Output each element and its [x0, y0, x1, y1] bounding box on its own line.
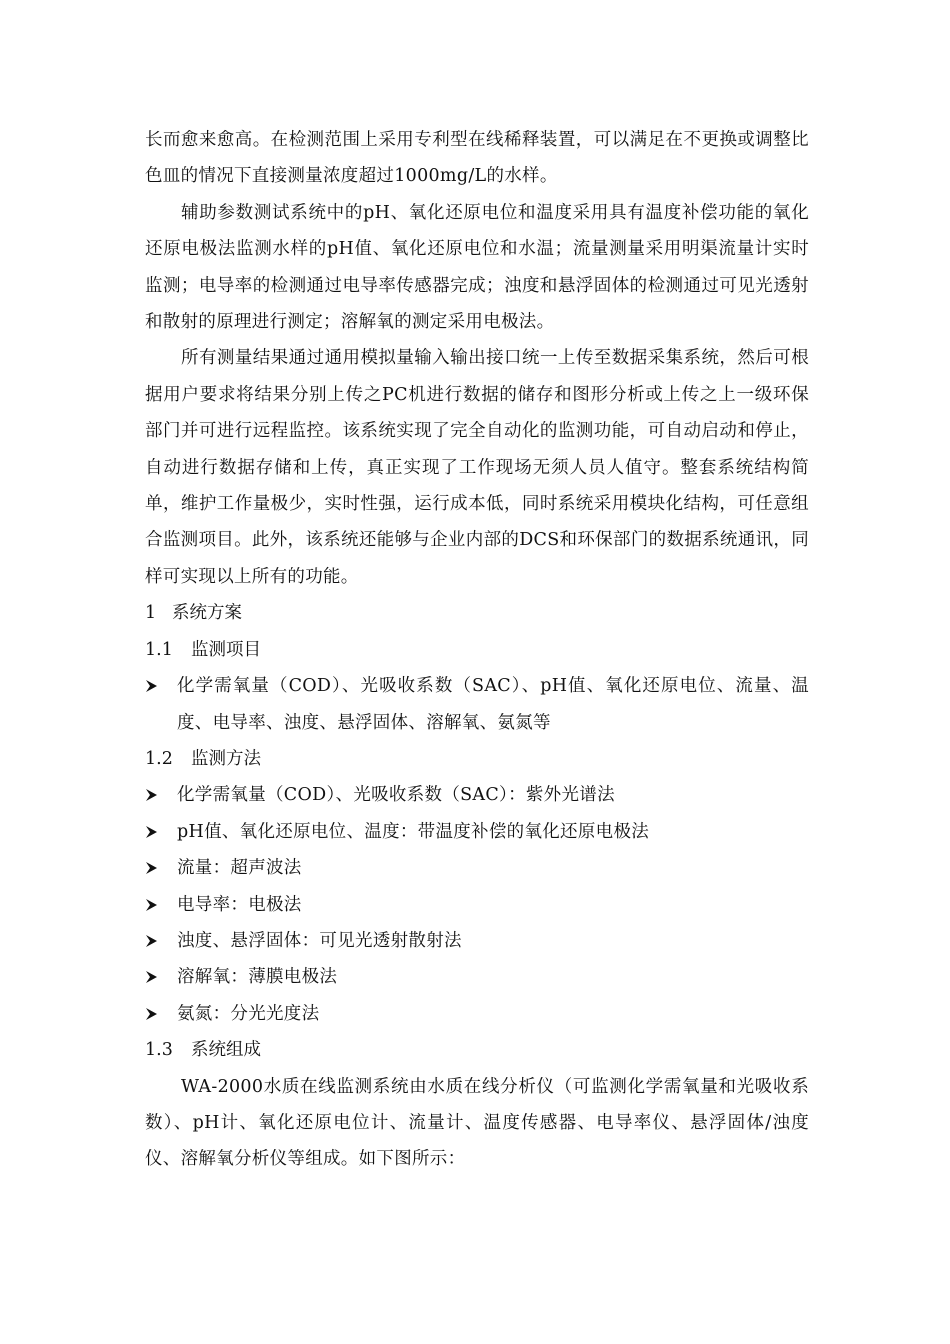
- subsection-number: 1.1: [145, 639, 173, 660]
- arrow-bullet-icon: [145, 814, 167, 850]
- subsection-title: 系统组成: [191, 1040, 261, 1061]
- subsection-title: 监测方法: [191, 748, 261, 769]
- list-item: [145, 668, 809, 741]
- monitoring-items-list: [145, 668, 809, 741]
- paragraph-auxiliary-params: 辅助参数测试系统中的pH、氧化还原电位和温度采用具有温度补偿功能的氧化还原电极法监测水样的pH值、氧化还原电位和水温；流量测量采用明渠流量计实时监测；电导率的检测通过电导率传感器完成；浊度和悬浮固体的检测通过可见光透射和散射的原理进行测定；溶解氧的测定采用电极法。: [145, 202, 809, 333]
- section-heading-system-plan: [145, 595, 809, 631]
- list-item-text: 流量：超声波法: [177, 858, 302, 879]
- subsection-heading-monitoring-methods: [145, 741, 809, 777]
- list-item-text: 电导率：电极法: [177, 894, 302, 915]
- list-item: [145, 777, 809, 813]
- subsection-heading-monitoring-items: [145, 632, 809, 668]
- subsection-title: 监测项目: [191, 639, 261, 660]
- list-item-text: 氨氮：分光光度法: [177, 1003, 320, 1024]
- subsection-number: 1.3: [145, 1040, 173, 1061]
- list-item: [145, 850, 809, 886]
- section-number: 1: [145, 603, 157, 624]
- arrow-bullet-icon: [145, 959, 167, 995]
- list-item: [145, 814, 809, 850]
- arrow-bullet-icon: [145, 887, 167, 923]
- arrow-bullet-icon: [145, 777, 167, 813]
- arrow-bullet-icon: [145, 996, 167, 1032]
- paragraph-system-composition: WA-2000水质在线监测系统由水质在线分析仪（可监测化学需氧量和光吸收系数）、pH计、氧化还原电位计、流量计、温度传感器、电导率仪、悬浮固体/浊度仪、溶解氧分析仪等组成。如下图所示：: [145, 1076, 809, 1170]
- list-item-text: 浊度、悬浮固体：可见光透射散射法: [177, 930, 462, 951]
- list-item-text: 化学需氧量（COD）、光吸收系数（SAC）、pH值、氧化还原电位、流量、温度、电导率、浊度、悬浮固体、溶解氧、氨氮等: [177, 676, 809, 733]
- list-item: [145, 959, 809, 995]
- list-item-text: pH值、氧化还原电位、温度：带温度补偿的氧化还原电极法: [177, 821, 650, 842]
- list-item-text: 化学需氧量（COD）、光吸收系数（SAC）：紫外光谱法: [177, 785, 615, 806]
- list-item: [145, 887, 809, 923]
- arrow-bullet-icon: [145, 668, 167, 704]
- document-body: [145, 122, 809, 1178]
- paragraph-dilution: 长而愈来愈高。在检测范围上采用专利型在线稀释装置，可以满足在不更换或调整比色皿的情况下直接测量浓度超过1000mg/L的水样。: [145, 130, 809, 187]
- arrow-bullet-icon: [145, 850, 167, 886]
- arrow-bullet-icon: [145, 923, 167, 959]
- paragraph-data-upload: 所有测量结果通过通用模拟量输入输出接口统一上传至数据采集系统，然后可根据用户要求将结果分别上传之PC机进行数据的储存和图形分析或上传之上一级环保部门并可进行远程监控。该系统实现了完全自动化的监测功能，可自动启动和停止，自动进行数据存储和上传，真正实现了工作现场无须人员人值守。整套系统结构简单，维护工作量极少，实时性强，运行成本低，同时系统采用模块化结构，可任意组合监测项目。此外，该系统还能够与企业内部的DCS和环保部门的数据系统通讯，同样可实现以上所有的功能。: [145, 348, 809, 587]
- list-item-text: 溶解氧：薄膜电极法: [177, 967, 338, 988]
- monitoring-methods-list: [145, 777, 809, 1032]
- section-title: 系统方案: [172, 603, 242, 624]
- subsection-number: 1.2: [145, 748, 173, 769]
- list-item: [145, 923, 809, 959]
- list-item: [145, 996, 809, 1032]
- subsection-heading-system-composition: [145, 1032, 809, 1068]
